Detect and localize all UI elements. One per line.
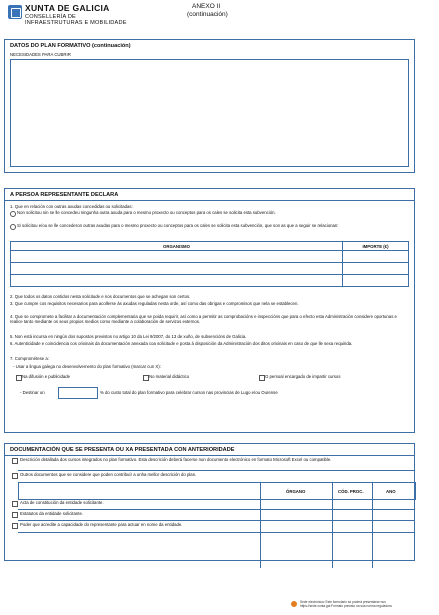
table-cell[interactable] <box>11 275 343 287</box>
org-name: XUNTA DE GALICIA <box>25 3 110 13</box>
table-cell[interactable] <box>11 263 343 275</box>
col-amount: IMPORTE (€) <box>343 242 409 251</box>
checkbox-doc-power[interactable] <box>12 523 18 529</box>
documentation-section <box>4 443 415 561</box>
radio-no-other-aid[interactable] <box>10 211 16 217</box>
table-cell[interactable] <box>11 251 343 263</box>
footer-line-1: Sede electrónica: Este formulario só poderá presentarse nun <box>300 600 386 604</box>
declaration-item-6: 6. Autenticidade e coincidencia cos orixinais da documentación anexada coa solicitude e posta á disposición da Administración dos ditos orixinais en caso de que lle sexa requirida. <box>10 341 353 346</box>
annex-title: ANEXO II <box>192 3 221 10</box>
declaration-item-5: 5. Non está incursa en ningún dos supostos previstos no artigo 10 da Lei 9/2007, do 13 de xuño, de subvencións de Galicia. <box>10 334 247 339</box>
department-name <box>25 14 127 26</box>
section-title: A PERSOA REPRESENTANTE DECLARA <box>10 192 119 198</box>
radio-other-aid[interactable] <box>10 224 16 230</box>
annex-subtitle: (continuación) <box>187 11 228 18</box>
col-proc-code: CÓD. PROC. <box>338 489 364 494</box>
checkbox-doc-statutes[interactable] <box>12 512 18 518</box>
divider <box>5 200 414 201</box>
table-cell[interactable] <box>343 275 409 287</box>
declaration-item-1: 1. Que en relación con outras axudas concedidas ou solicitadas: <box>10 204 133 209</box>
declaration-item-2: 2. Que todos os datos contidos nesta solicitude e nos documentos que se achegan son certos. <box>10 294 191 299</box>
check-label-material: No material didáctico <box>149 374 190 379</box>
footer-note <box>300 600 392 608</box>
xunta-logo-icon <box>8 5 22 19</box>
col-organism: ORGANISMO <box>11 242 343 251</box>
footer-line-2: https://sede.xunta.gal Formato previsto na súa norma reguladora <box>300 604 392 608</box>
option-other-aid: Si solicitou e/ou se lle concederon outras axudas para o mesmo proxecto ou conceptos para os cales se solicita esta subvención, que son as que a seguir se relacionan: <box>17 223 339 228</box>
checkbox-doc-description[interactable] <box>12 458 18 464</box>
galician-language-line: - Usar a lingua galega no desenvolvemento do plan formativo (marcar cun X): <box>13 364 161 369</box>
declaration-section <box>4 188 415 433</box>
dept-line-1: CONSELLERÍA DE <box>25 14 76 20</box>
declaration-item-4: 4. Que se compromete a facilitar a documentación complementaria que se poida requirir, así como a permitir as comprobacións e inspeccións que para o efecto esta Administración considere oportunas e realice tanto mediante os seus propios medios como mediante a colaboración de servizos externos. <box>10 314 397 325</box>
plan-data-section <box>4 39 415 173</box>
needs-label: NECESIDADES PARA CUBRIR <box>10 52 71 57</box>
declaration-item-7: 7. Comprométese a: <box>10 356 49 361</box>
doc-description: Descrición detallada dos cursos integrados no plan formativo. Esta descrición deberá facerse nun documento electrónico en formato Microsoft Excel ou compatible. <box>20 457 332 462</box>
checkbox-doc-act[interactable] <box>12 501 18 507</box>
sede-electronica-icon <box>291 601 297 607</box>
table-cell[interactable] <box>343 251 409 263</box>
allocate-pre: - Destinar un <box>20 390 45 395</box>
doc-power: Poder que acredite a capacidade do representante para actuar en nome da entidade. <box>20 522 183 527</box>
section-title: DATOS DO PLAN FORMATIVO (continuación) <box>10 43 131 49</box>
table-cell[interactable] <box>343 263 409 275</box>
doc-act: Acta de constitución da entidade solicitante. <box>20 500 104 505</box>
doc-other: Outros documentos que se considere que poden contribuír a unha mellor descrición do plan. <box>20 472 197 477</box>
doc-statutes: Estatutos da entidade solicitante. <box>20 511 84 516</box>
section-title: DOCUMENTACIÓN QUE SE PRESENTA OU XA PRESENTADA CON ANTERIORIDADE <box>10 447 235 453</box>
other-aid-table <box>10 241 409 287</box>
col-organ: ÓRGANO <box>286 489 306 494</box>
dept-line-2: INFRAESTRUTURAS E MOBILIDADE <box>25 20 127 26</box>
col-year: ANO <box>386 489 396 494</box>
declaration-item-3: 3. Que cumpre cos requisitos necesarios para acollerse ás axudas reguladas nesta orde, así como das obrigas e compromisos que nela se establecen. <box>10 301 299 306</box>
divider <box>5 455 414 456</box>
check-label-staff: O persoal encargado de impartir cursos <box>265 374 341 379</box>
allocate-post: % do custo total do plan formativo para celebrar cursos nas provincias de Lugo e/ou Ourense <box>100 390 278 395</box>
percentage-input[interactable] <box>58 387 98 399</box>
needs-textarea[interactable] <box>10 59 409 167</box>
option-no-other-aid: Non solicitou nin se lle concedeu ningunha outra axuda para o mesmo proxecto ou conceptos para os cales se solicita esta subvención. <box>17 210 276 215</box>
divider <box>18 470 414 471</box>
check-label-diffusion: Na difusión e publicidade <box>22 374 71 379</box>
checkbox-doc-other[interactable] <box>12 473 18 479</box>
